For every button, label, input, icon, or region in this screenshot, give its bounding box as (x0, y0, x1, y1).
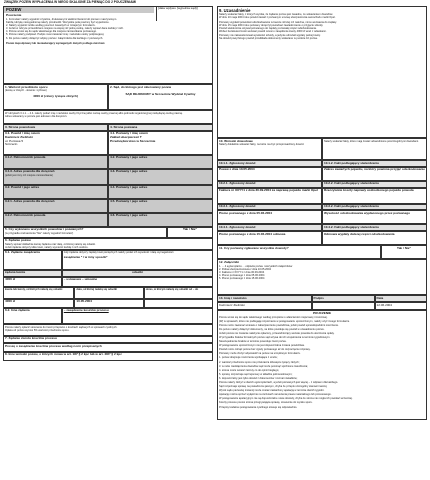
all-parties-label: 5. Czy wykonano wszystkich powodów i pozwanych? (5, 227, 84, 232)
parties-header (3, 124, 213, 131)
left-column (3, 6, 213, 361)
evidence-row (217, 167, 427, 181)
instruction-line: 1. pozew obejmuje roszczenia wynikające z umów; (219, 356, 278, 360)
interest-type[interactable]: – ustawowe – umowne (62, 277, 213, 287)
instruction-line: Pozew wnosi się do sądu właściwego według przepisów o właściwości miejscowej i rzeczowej. (219, 315, 328, 319)
instruction-line: W postępowaniu uproszczonym nie jest dopuszczalna zmiana powództwa. (219, 344, 305, 348)
instruction-line: Koszty procesu ponosi strona przegrywająca sprawę, stosownie do wyniku sporu. (219, 401, 313, 405)
justification-line: W dniu 15 maja 2004 roku pozwany doręczył powodowi zawiadomienie o przyjęciu szkody. (219, 24, 324, 28)
attachment-item: 1. ... 4 egzemplarze ... odpisów pozwu i wszystkich załączników (219, 264, 293, 268)
evidence-item-label: 10.1.1. Zgłoszony dowód (217, 160, 322, 167)
other-claims-value[interactable]: – zasądzenie kosztów procesu (62, 308, 213, 324)
plaintiff-city[interactable]: Szczecin (5, 142, 18, 147)
justification-line: Wobec bezskuteczności wezwań powód wnosi o zasądzenie kwoty 4000 zł wraz z odsetkami. (219, 30, 327, 34)
section-instructions (217, 310, 427, 420)
justification-label: 9. Uzasadnienie (219, 8, 251, 13)
signature-header (217, 295, 427, 302)
signature-sign[interactable] (312, 302, 375, 310)
field-plaintiff-2-delivery[interactable]: 3.2.1. Adres powoda dla doręczeń (3, 199, 108, 213)
instructions-title: POUCZENIE (312, 310, 332, 315)
evidence-row (217, 181, 427, 188)
evidence-row (217, 160, 427, 167)
field-defendant-2[interactable]: 4.2. Pozwany / jego adres (108, 155, 213, 169)
pouczenie-line: 5. Pozew należy podpisać. Podpis musi zawierać imię i nazwisko osoby podpisującej. (6, 33, 105, 37)
instruction-line: Pozwany może złożyć odpowiedź na pozew na urzędowym formularzu. (219, 352, 301, 356)
form-header: ZWIĄZEK POZEW WYPŁACENIA W NIEGO SKALIONE ZA PIENIĄC DO 2 POUCZENIAMI (4, 0, 137, 4)
evidence-row (217, 210, 427, 224)
defendant-box (108, 131, 213, 155)
plaintiff-box (3, 131, 108, 155)
all-parties-sub: (w przypadku zaznaczenia "Nie" należy wypełnić formularz) (5, 231, 74, 235)
interest-col-amounts: kwota lub kwoty, od których należą się odsetki (3, 287, 74, 299)
defendant-header: 4. Strona pozwana (108, 124, 213, 131)
amount-value[interactable]: 4000 zł (3, 277, 62, 287)
signature-name[interactable]: Kazimierz Zieliński (217, 302, 312, 310)
section-attachments (217, 259, 427, 295)
date-received-box: [data wpływu (wypełnia sąd)] (156, 7, 212, 21)
row-all-evidence (217, 245, 427, 259)
row-interest-values (3, 299, 213, 308)
field-court (108, 84, 213, 110)
plaintiff-delivery-sub: (jeżeli jest inny niż miejsce zamieszkania) (5, 173, 53, 177)
pouczenie-line: 2. Należy wypełnić ściśle według pouczeń zawartych w niniejszym formularzu. (6, 24, 96, 28)
costs-value[interactable]: Proszę o zasądzenie kosztów procesu według norm przepisanych (3, 343, 213, 352)
instruction-line: Nieuzupełnienie braków w terminie powoduje zwrot pozwu. (219, 340, 287, 344)
parties-main (3, 131, 213, 155)
pouczenie-line: 3. Jeżeli w rubryce przewidziano miejsce na więcej niż jedną osobę, należy wpisać dane każdej z nich. (6, 27, 124, 31)
row-value-court (3, 84, 213, 110)
claim-award-label: 6.1. Żądanie zasądzenia (3, 250, 62, 270)
justification-line: Powód wielokrotnie wzywał pozwanego do zapłaty pozostałej części odszkodowania. (219, 27, 317, 31)
fact-item-label: 10.3.2. Fakt podlegający stwierdzeniu (322, 204, 427, 211)
fact-item-label: 10.1.2. Fakt podlegający stwierdzeniu (322, 160, 427, 167)
evidence-item-value[interactable]: Pismo pozwanego z dnia 05.06.2004 (217, 210, 322, 224)
evidence-item-label: 10.2.1. Zgłoszony dowód (217, 181, 322, 188)
plaintiff-delivery-label: 3.1.3. Adres powoda dla doręczeń (5, 169, 55, 174)
evidence-item-value[interactable]: Pozew z dnia 10.05.2004 (217, 167, 322, 181)
plaintiff-header: 3. Strona powodowa (3, 124, 108, 131)
field-plaintiff-2[interactable]: 3.2. Powód / jego adres (3, 185, 108, 199)
fact-item-label: 10.2.2. Fakt podlegający stwierdzeniu (322, 181, 427, 188)
signature-sign-label: Podpis (312, 295, 375, 302)
field-plaintiff-attorney[interactable]: 3.1.2. Pełnomocnik powoda (3, 155, 108, 169)
row-all-parties (3, 227, 213, 238)
interest-header: odsetki (62, 270, 213, 277)
evidence-left-head (217, 138, 322, 160)
field-plaintiff-2-attorney[interactable]: 3.2.2. Pełnomocnik powoda (3, 213, 108, 227)
field-defendant-6[interactable]: 4.6. Pozwany / jego adres (108, 213, 213, 227)
field-value-input[interactable]: 4000 zł (cztery tysiące złotych) (33, 94, 78, 99)
instruction-line: Pozew należy złożyć w dwóch egzemplarzach, a jeżeli pozwanych jest więcej – z odpisem dla każdego. (219, 381, 339, 384)
section-justification (217, 6, 427, 138)
instruction-line: W przypadku braków formalnych pozwu sąd wzywa do ich uzupełnienia w terminie tygodniowym. (219, 335, 331, 339)
parties-row-5 (3, 199, 213, 213)
fee-note (3, 324, 213, 336)
justification-line: Pozwany wypłacił powodowi odszkodowanie w kwocie niższej niż należna, mimo wezwania do zapłaty. (219, 21, 337, 25)
evidence-row (217, 204, 427, 211)
plaintiff-label: 3.1. Powód / imię osiem (5, 131, 40, 136)
instructions-text (219, 316, 425, 410)
evidence-row (217, 231, 427, 245)
instruction-line: Sąd rozpoznaje sprawę na posiedzeniu jawnym, chyba że przepis szczególny stanowi inaczej. (219, 385, 328, 389)
attachments-label: 12. Załączniki (219, 260, 239, 265)
interest-period-value[interactable] (144, 299, 213, 308)
defendant-address[interactable]: Przedsiębiorstwo w Szczecinie (110, 138, 156, 143)
evidence-label: 10. Wnioski dowodowe (219, 138, 253, 143)
pouczenie-line: 4. Pozew wnosi się do sądu właściwego dla miejsca zamieszkania pozwanego. (6, 30, 97, 34)
instruction-line: Powód może cofnąć pozew bez zgody pozwanego aż do rozpoczęcia rozprawy. (219, 348, 311, 352)
claim-award-option[interactable]: zasądzenie * / w inny sposób* (63, 255, 108, 260)
defendant-label: 4.1. Pozwany / imię osiem (110, 131, 148, 136)
instruction-line: 4. strona może wnieść zarzuty co do opinii biegłego; (219, 368, 279, 372)
parties-note (3, 110, 213, 124)
instruction-line: 6. dopuszczalny jest tylko dowód z dokumentów i zeznań świadków; (219, 376, 298, 380)
field-defendant-4[interactable]: 4.4. Pozwany / jego adres (108, 185, 213, 199)
evidence-right-note: Należy wskazać fakty, które mają zostać udowodnione poszczególnymi dowodami. (322, 138, 427, 160)
note-line: Adres wskazany w pozwie jest adresem dla doręczeń. (5, 115, 68, 119)
claim-label: 6. Żądanie pozwu (5, 238, 31, 243)
instruction-line: Apelację można oprzeć wyłącznie na zarzutach naruszenia prawa materialnego lub procesowego. (219, 393, 332, 397)
signature-values (217, 302, 427, 310)
pouczenie-lines (6, 18, 211, 45)
row-claim-award (3, 250, 213, 270)
pouczenie-tail: Pozew niepodpisany lub niezawierający wymaganych danych podlega zwrotowi. (6, 41, 106, 45)
signature-date-label: Data (375, 295, 428, 302)
evidence-row (217, 188, 427, 204)
interest-col-date: data, od której należą się odsetki (74, 287, 143, 299)
field-value (3, 84, 108, 110)
row-amount-header (3, 270, 213, 277)
evidence-item-value[interactable]: Faktura nr XXYY1 z dnia 30.09.2004 za naprawę pojazdu marki Opel (217, 188, 322, 204)
instruction-line: Jeżeli pozew nie zostanie należycie opłacony, przewodniczący wezwie powoda do uiszczenia opłaty. (219, 331, 335, 335)
all-evidence-answer[interactable]: Tak / Nie* (381, 245, 427, 259)
justification-text (219, 13, 425, 40)
evidence-row (217, 224, 427, 231)
attachment-item: 4. Pismo pozwanego z dnia 05.06.2004 (219, 274, 265, 277)
justification-line: Pozwany nie zakwestionował wysokości szkody, a jedynie odmówił wypłaty pełnej kwoty. (219, 33, 321, 37)
parties-row-6 (3, 213, 213, 227)
pouczenie-line: 6. Do pozwu należy dołączyć odpisy pozwu i załączników dla każdego z pozwanych. (6, 36, 104, 40)
other-claims-label: 6.2. Inne żądania (3, 308, 62, 324)
instruction-line: W postępowaniu apelacyjnym nie są dopuszczalne nowe dowody, chyba że strona nie mogła ich powołać wcześniej. (219, 397, 353, 401)
fact-item-value[interactable]: Rzeczywiste koszty naprawy uszkodzonego pojazdu powoda (322, 188, 427, 204)
plaintiff-name[interactable]: Kazimierz Zieliński (5, 134, 33, 139)
pouczenie-line: Każdą rubrykę niewypełnioną należy przekreślić. Wszystkie pola powinny być wypełnione. (6, 21, 110, 25)
justification-line: Na dowód powyższego powód przedkłada dokumenty wskazane w punkcie 10 pozwu. (219, 36, 318, 40)
plaintiff-street[interactable]: ul. Portowa 5 (5, 138, 24, 143)
pouczenie-line: 1. Formularz należy wypełnić czytelnie, drukowanymi wielkimi literami lub pismem maszynowym. (6, 18, 117, 21)
justification-line: W dniu 10 maja 2004 roku powód zawarł z pozwanym umowę ubezpieczenia samochodu marki Opel. (219, 16, 336, 20)
evidence-item-label: 10.4.1. Zgłoszony dowód (217, 224, 322, 231)
instruction-line: Przepisy kodeksu postępowania cywilnego stosuje się odpowiednio. (219, 405, 298, 409)
justification-line: Należy wskazać fakty, z których wynika, że żądanie pozwu jest zasadne, ze wskazaniem dowodów. (219, 13, 333, 16)
evidence-item-value[interactable]: Pismo pozwanego z dnia 15.06.2004 odmowa (217, 231, 322, 245)
claim-award-sub: Gdy żądanie dotyczy zapłaty kwot pieniężnych należy podać ich wysokość i datę wymagalności. (63, 251, 175, 255)
other-motions[interactable]: 8. Inne wnioski pozwu, o których mowa w art. 187 § 2 kpc lub w art. 484¹ § 2 kpc (3, 352, 213, 361)
row-amount (3, 277, 213, 287)
amount-header: żądana kwota (3, 270, 62, 277)
fee-line: Opłata od pozwu wynosi 5% wartości przedmiotu sporu. (5, 328, 70, 332)
all-evidence-label: 11. Czy pozwany zgłaszane wszystkie dowody? (217, 245, 381, 259)
attachments-list (219, 265, 425, 280)
field-court-label: 2. Sąd, do którego jest skierowany pozew (110, 84, 172, 89)
attachment-item: 3. Faktura nr XXYY1 z dnia 30.09.2004 (219, 270, 265, 274)
interest-date-value[interactable]: 10.05.2004 (74, 299, 143, 308)
instruction-line: (W) w sprawach, które nie podlegają rozpoznaniu w postępowaniu uproszczonym, należy użyć innego formularza. (219, 319, 350, 323)
field-plaintiff-delivery[interactable] (3, 169, 108, 185)
signature-name-label: 13. Imię i nazwisko (217, 295, 312, 302)
attachment-item: 2. Polisa ubezpieczeniowa z dnia 10.05.2004 (219, 267, 271, 271)
all-parties-answer[interactable]: Tak / Nie* (167, 227, 213, 238)
parties-row-4 (3, 185, 213, 199)
fee-line: Pozew należy opłacić stosownie do treści przepisów o kosztach sądowych w sprawach cywilnych. (5, 325, 118, 329)
row-other-claims (3, 308, 213, 324)
instruction-line: Do pozwu należy dołączyć dokumenty, na które powołuje się powód w uzasadnieniu pozwu. (219, 327, 325, 331)
field-value-label: 1. Wartość przedmiotu sporu (5, 84, 48, 89)
section-pozew (3, 6, 213, 84)
field-court-input[interactable]: SĄD REJONOWY w Szczecinie Wydział Cywilny (125, 92, 196, 97)
evidence-left-note: Należy dokładnie wskazać fakty, na które ma być przeprowadzony dowód. (219, 143, 305, 147)
parties-row-3 (3, 169, 213, 185)
costs-label: 7. Żądanie zwrotu kosztów procesu (3, 336, 213, 343)
claim-line: Należy wpisać dokładnie kwotę żądania oraz datę, od której należą się odsetki. (5, 242, 96, 246)
signature-date[interactable]: 12.06.2004 (375, 302, 428, 310)
defendant-name[interactable]: Zakład ubezpieczeń T (110, 134, 142, 139)
instruction-line: Pozew może zawierać wniosek o zabezpieczenie powództwa, jeżeli powód uprawdopodobni roszczenie. (219, 323, 339, 327)
note-line: W rubrykach 3.1.1. – 4.4. należy podać imię i nazwisko osoby fizycznej albo nazwę osoby prawnej albo jednostki organizacyjnej niebędącej osobą prawną. (5, 112, 183, 115)
instruction-line: 3. w razie niedołączenia dowodów sąd może pominąć spóźnione twierdzenia; (219, 364, 308, 368)
field-value-sub: (kwotę w złotych - słownie i cyfrowo) (5, 89, 47, 93)
fact-item-value[interactable]: Odmowa wypłaty dalszej części odszkodowania (322, 231, 427, 245)
claim-line: Jeżeli żądanie dotyczy kilku kwot, należy wymienić każdą z nich osobno. (5, 246, 89, 250)
evidence-item-label: 10.3.1. Zgłoszony dowód (217, 204, 322, 211)
all-parties-question (3, 227, 167, 238)
fact-item-label: 10.4.2. Fakt podlegający stwierdzeniu (322, 224, 427, 231)
instruction-line: Wyrok sądu pierwszej instancji może zostać zaskarżony apelacją w terminie dwóch tygodni. (219, 389, 325, 393)
right-column (217, 6, 427, 420)
fact-item-value[interactable]: Wysokość odszkodowania wypłaconego przez pozwanego (322, 210, 427, 224)
field-defendant-5[interactable]: 4.5. Pozwany / jego adres (108, 199, 213, 213)
parties-row-2 (3, 155, 213, 169)
attachment-item: 5. Pismo pozwanego z dnia 15.06.2004 (219, 277, 265, 281)
pozew-title: POZEW (4, 7, 154, 13)
field-defendant-3[interactable]: 4.3. Pozwany / jego adres (108, 169, 213, 185)
interest-amount-value[interactable]: 4000 zł (3, 299, 74, 308)
interest-col-period: okres, w którym należą się odsetki od – do (144, 287, 213, 299)
instruction-line: 2. wartość przedmiotu sporu nie przekracza dziesięciu tysięcy złotych; (219, 360, 300, 364)
instruction-line: 5. sprawy rozpoznaje sąd rejonowy w składzie jednoosobowym; (219, 372, 293, 376)
pouczenie-heading: Pouczenie (6, 13, 22, 17)
fact-item-value[interactable]: Zakres zawartych pojazdu, na który powinna przyjąć odszkodowanie (322, 167, 427, 181)
row-interest-columns (3, 287, 213, 299)
claim-award-box (62, 250, 213, 270)
evidence-header (217, 138, 427, 160)
section-claim (3, 238, 213, 250)
